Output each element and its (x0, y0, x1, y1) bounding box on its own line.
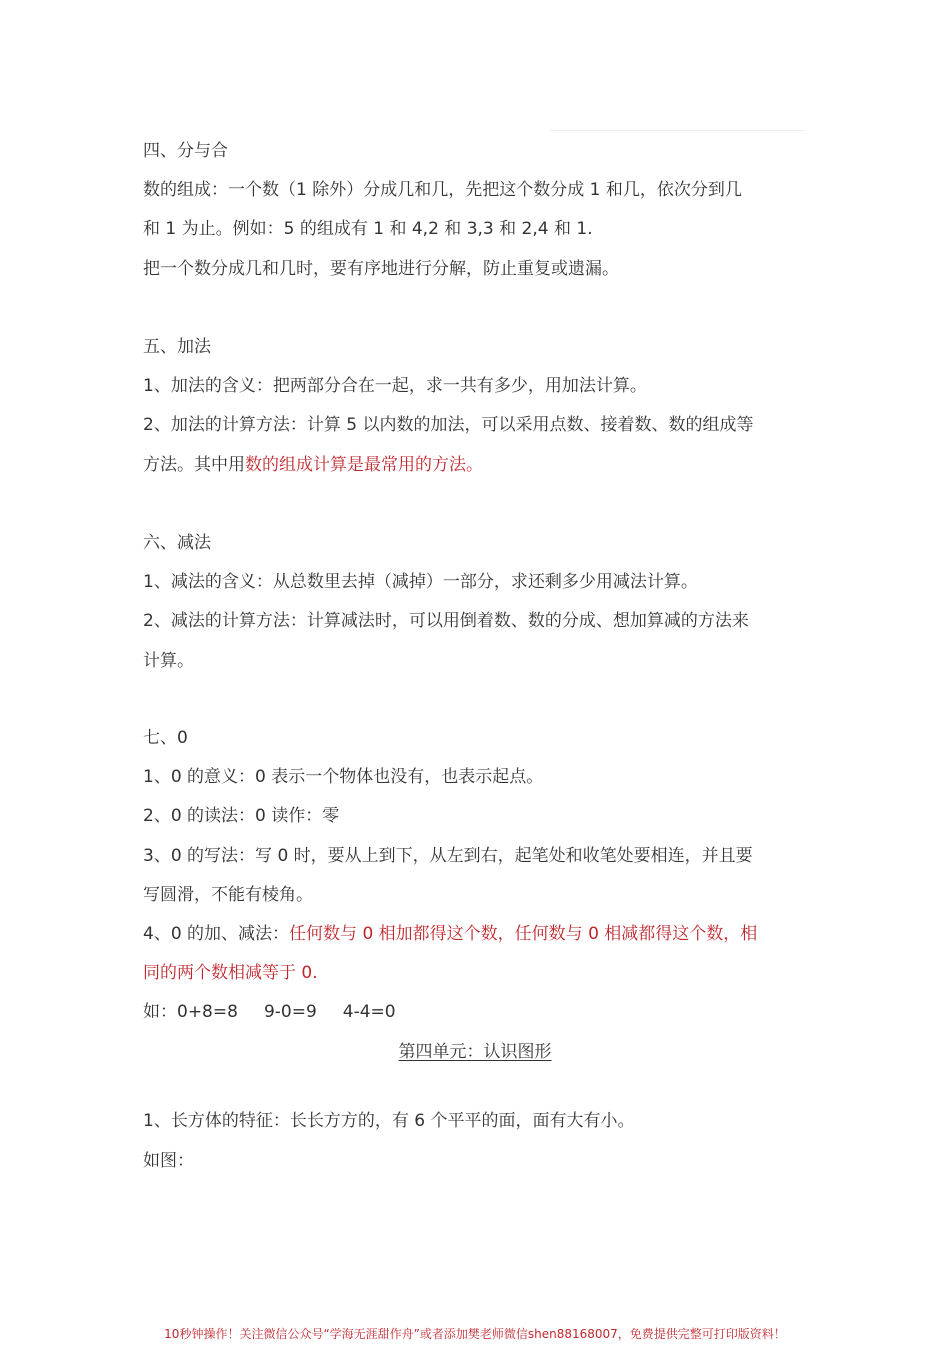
section-4-line-1: 数的组成：一个数（1 除外）分成几和几，先把这个数分成 1 和几，依次分到几 (143, 180, 742, 200)
example-label: 如： (143, 1002, 177, 1022)
section-5-line-1: 1、加法的含义：把两部分合在一起，求一共有多少，用加法计算。 (143, 376, 647, 396)
example-2: 9-0=9 (263, 1002, 317, 1022)
section-6-line-2: 2、减法的计算方法：计算减法时，可以用倒着数、数的分成、想加算减的方法来 (143, 611, 749, 631)
section-4-line-3: 把一个数分成几和几时，要有序地进行分解，防止重复或遗漏。 (143, 259, 619, 279)
unit-4-heading (0, 1041, 950, 1063)
section-5-line-3-prefix: 方法。其中用 (143, 455, 245, 475)
unit-4-line-2: 如图： (143, 1151, 194, 1171)
section-5-line-2: 2、加法的计算方法：计算 5 以内数的加法，可以采用点数、接着数、数的组成等 (143, 415, 754, 435)
section-6-line-1: 1、减法的含义：从总数里去掉（减掉）一部分，求还剩多少用减法计算。 (143, 572, 698, 592)
section-5-title: 五、加法 (143, 337, 211, 357)
footer-notice: 10秒钟操作！关注微信公众号“学海无涯甜作舟”或者添加樊老师微信shen88168007，免费提供完整可打印版资料！ (164, 1327, 786, 1341)
section-6-line-3: 计算。 (143, 651, 194, 671)
example-3: 4-4=0 (342, 1002, 396, 1022)
section-6-title: 六、减法 (143, 533, 211, 553)
section-5-line-3 (143, 454, 483, 476)
section-7-line-4: 写圆滑，不能有棱角。 (143, 885, 313, 905)
section-7-line-3: 3、0 的写法：写 0 时，要从上到下，从左到右，起笔处和收笔处要相连，并且要 (143, 846, 753, 866)
example-1: 0+8=8 (177, 1002, 238, 1022)
unit-4-line-1: 1、长方体的特征：长长方方的，有 6 个平平的面，面有大有小。 (143, 1111, 635, 1131)
section-7-line-2: 2、0 的读法：0 读作：零 (143, 806, 340, 826)
section-7-line-1: 1、0 的意义：0 表示一个物体也没有，也表示起点。 (143, 767, 544, 787)
section-7-line-5-prefix: 4、0 的加、减法： (143, 924, 290, 944)
section-7-line-5 (143, 923, 757, 945)
divider-line (550, 130, 805, 131)
section-7-title: 七、0 (143, 728, 188, 748)
section-5-highlight: 数的组成计算是最常用的方法。 (245, 455, 483, 475)
section-7-examples (143, 1001, 396, 1023)
section-7-highlight-1: 任何数与 0 相加都得这个数，任何数与 0 相减都得这个数，相 (289, 924, 758, 944)
unit-4-title: 第四单元：认识图形 (398, 1042, 552, 1062)
section-7-highlight-2: 同的两个数相减等于 0. (143, 963, 318, 983)
section-4-title: 四、分与合 (143, 141, 228, 161)
section-4-line-2: 和 1 为止。例如：5 的组成有 1 和 4,2 和 3,3 和 2,4 和 1. (143, 219, 593, 239)
